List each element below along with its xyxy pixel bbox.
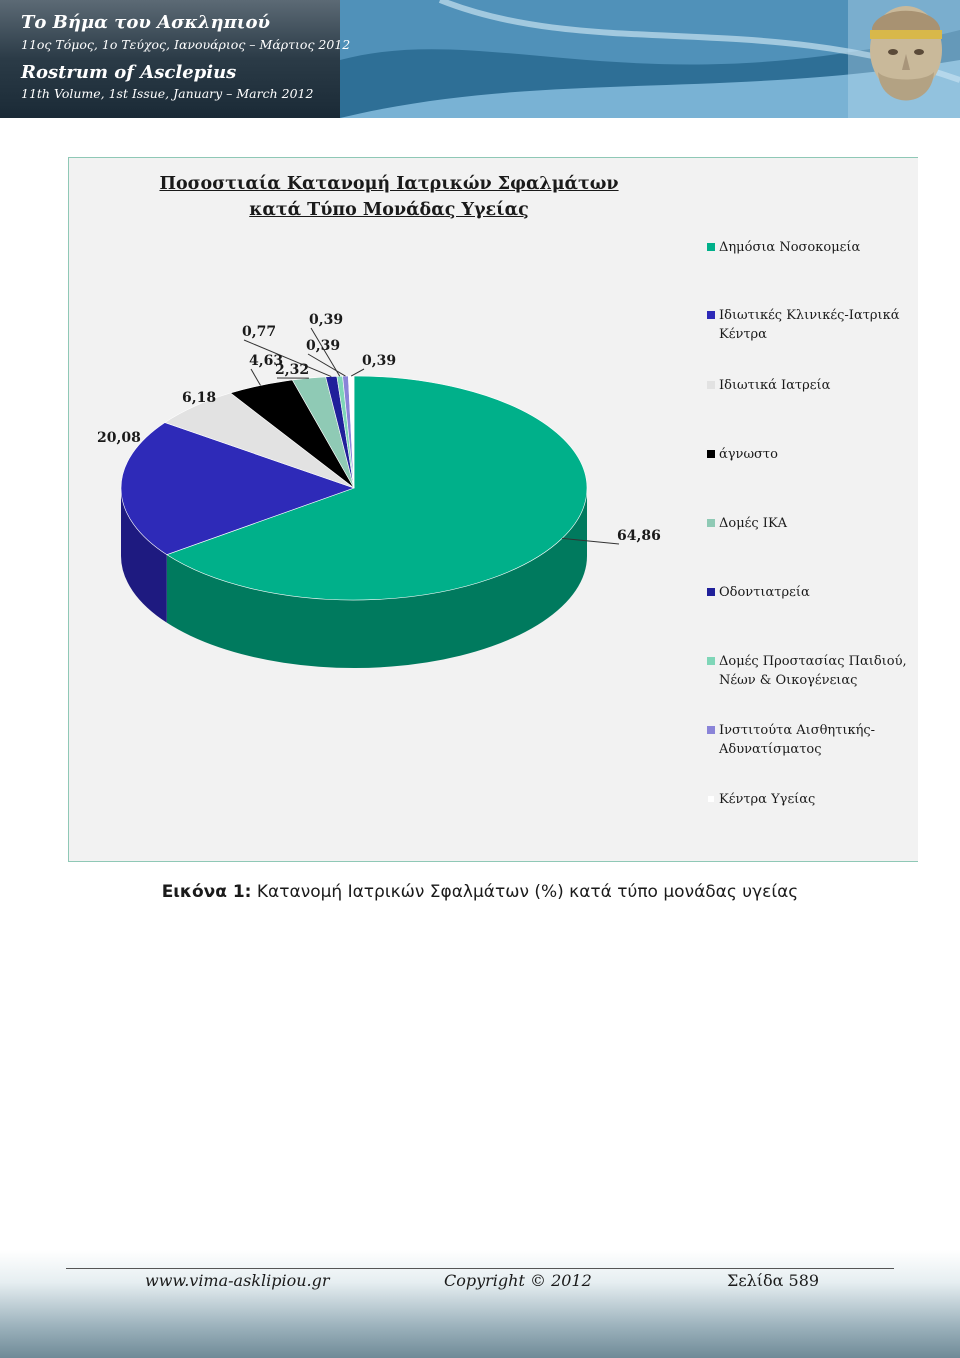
legend-item-health-centers — [707, 790, 907, 809]
legend-label-unknown: άγνωστο — [719, 447, 778, 462]
legend-label-aesthetics: Ινστιτούτα Αισθητικής-Αδυνατίσματος — [719, 723, 876, 757]
legend-swatch-aesthetics — [707, 726, 715, 734]
leader-line-unknown — [251, 369, 260, 385]
legend-item-unknown — [707, 445, 907, 464]
data-label-dental: 0,77 — [242, 324, 277, 340]
legend-item-public-hospitals — [707, 238, 907, 257]
chart-frame — [68, 157, 918, 862]
legend-item-dental — [707, 583, 907, 602]
journal-title-english: Rostrum of Asclepius — [21, 62, 237, 83]
legend-swatch-dental — [707, 588, 715, 596]
footer-website-link[interactable]: www.vima-asklipiou.gr — [145, 1271, 330, 1290]
legend-swatch-unknown — [707, 450, 715, 458]
legend-swatch-health-centers — [707, 795, 715, 803]
legend-swatch-public-hospitals — [707, 243, 715, 251]
chart-title-line-2: κατά Τύπο Μονάδας Υγείας — [249, 200, 529, 220]
footer-page-number: Σελίδα 589 — [727, 1271, 820, 1290]
legend-label-private-clinics: Ιδιωτικές Κλινικές-Ιατρικά Κέντρα — [719, 308, 900, 342]
data-label-private-clinics: 20,08 — [97, 430, 141, 446]
footer-copyright: Copyright © 2012 — [444, 1271, 592, 1290]
legend-label-private-practices: Ιδιωτικά Ιατρεία — [719, 378, 831, 393]
legend-label-dental: Οδοντιατρεία — [719, 585, 810, 600]
data-label-private-practices: 6,18 — [182, 390, 217, 406]
leader-line-health-centers — [351, 369, 364, 376]
data-label-child-protection: 0,39 — [309, 312, 344, 328]
data-label-ika: 2,32 — [275, 362, 310, 378]
data-label-public-hospitals: 64,86 — [617, 528, 661, 544]
figure-caption — [0, 882, 960, 902]
legend-item-private-practices — [707, 376, 907, 395]
legend-swatch-child-protection — [707, 657, 715, 665]
legend-label-child-protection: Δομές Προστασίας Παιδιού, Νέων & Οικογένειας — [719, 654, 907, 688]
legend-label-public-hospitals: Δημόσια Νοσοκομεία — [719, 240, 861, 255]
legend-label-health-centers: Κέντρα Υγείας — [719, 792, 816, 807]
legend-swatch-private-practices — [707, 381, 715, 389]
leader-line-aesthetics — [308, 354, 345, 376]
footer-background — [0, 1250, 960, 1358]
volume-info-english: 11th Volume, 1st Issue, January – March 2012 — [21, 86, 314, 101]
chart-title-line-1: Ποσοστιαία Κατανομή Ιατρικών Σφαλμάτων — [159, 174, 619, 194]
legend-item-private-clinics — [707, 306, 907, 344]
data-label-unknown: 4,63 — [249, 353, 284, 369]
legend-swatch-private-clinics — [707, 311, 715, 319]
journal-title-greek: Το Βήμα του Ασκληπιού — [21, 12, 270, 33]
journal-header — [0, 0, 960, 118]
legend-label-ika: Δομές ΙΚΑ — [719, 516, 788, 531]
legend-swatch-ika — [707, 519, 715, 527]
legend-item-child-protection — [707, 652, 907, 690]
legend-item-aesthetics — [707, 721, 907, 759]
footer-divider — [66, 1268, 894, 1269]
asclepius-bust-image — [848, 0, 960, 118]
figure-caption-text: Κατανομή Ιατρικών Σφαλμάτων (%) κατά τύπο μονάδας υγείας — [251, 882, 799, 902]
data-label-health-centers: 0,39 — [362, 353, 397, 369]
legend-item-ika — [707, 514, 907, 533]
figure-caption-number: Εικόνα 1: — [161, 882, 252, 902]
data-label-aesthetics: 0,39 — [306, 338, 341, 354]
volume-info-greek: 11ος Τόμος, 1ο Τεύχος, Ιανουάριος – Μάρτιος 2012 — [21, 37, 351, 52]
